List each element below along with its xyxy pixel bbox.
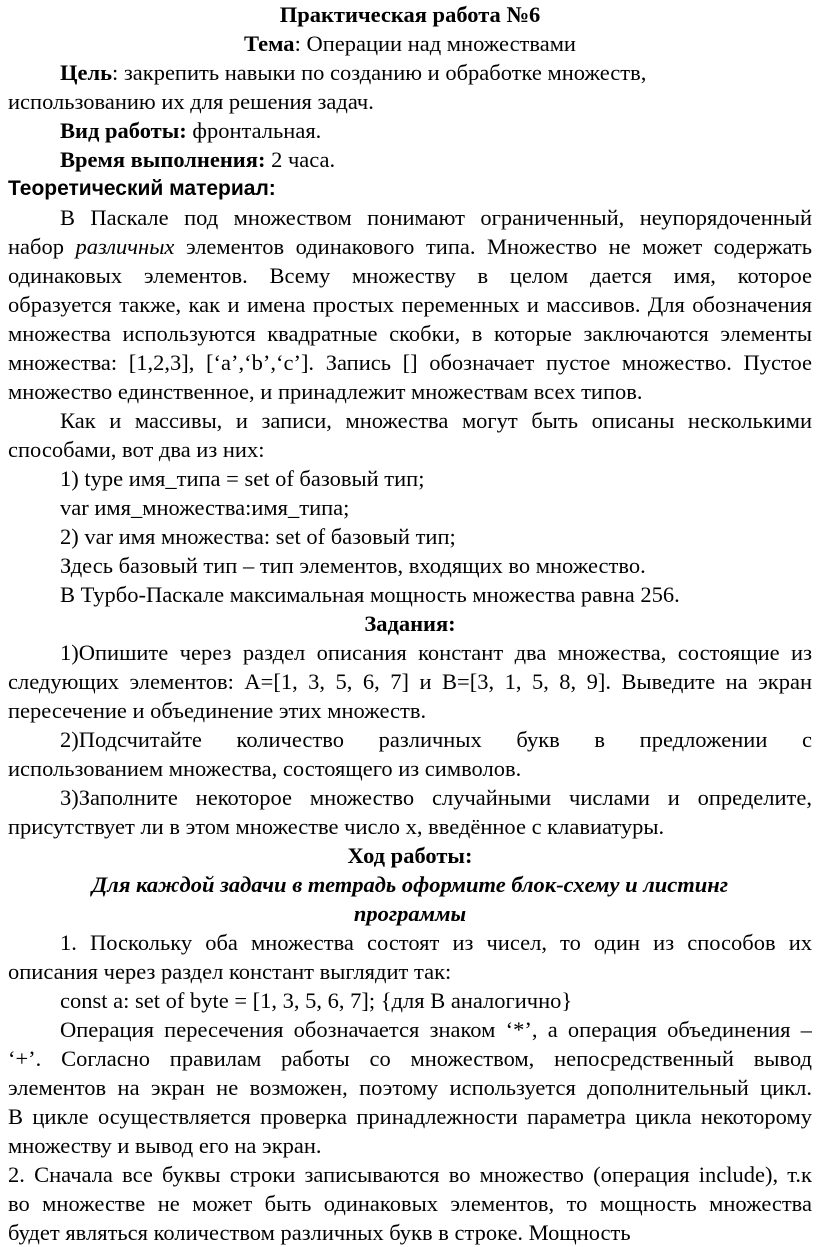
theory-paragraph-line: множества: [1,2,3], [‘a’,‘b’,‘c’]. Запись [] обозначает пустое множество. Пустое (8, 350, 812, 375)
progress-line: описания через раздел констант выглядит так: (8, 959, 452, 984)
code-line: const a: set of byte = [1, 3, 5, 6, 7]; {для B аналогично} (60, 988, 573, 1013)
theory-paragraph-line: Как и массивы, и записи, множества могут быть описаны несколькими (60, 408, 812, 433)
task-line: 3)Заполните некоторое множество случайными числами и определите, (60, 785, 812, 810)
instruction-line: программы (353, 901, 467, 926)
code-line: var имя_множества:имя_типа; (60, 495, 350, 520)
theory-heading: Теоретический материал: (8, 177, 276, 200)
code-line: 1) type имя_типа = set of базовый тип; (60, 466, 425, 491)
task-line: следующих элементов: A=[1, 3, 5, 6, 7] и B=[3, 1, 5, 8, 9]. Выведите на экран (8, 669, 812, 694)
task-line: 1)Опишите через раздел описания констант два множества, состоящие из (60, 640, 812, 665)
topic-line: Тема: Операции над множествами (244, 31, 576, 56)
theory-paragraph-line: способами, вот два из них: (8, 437, 265, 462)
task-line: пересечение и объединение этих множеств. (8, 698, 427, 723)
progress-heading: Ход работы: (347, 843, 473, 868)
theory-paragraph-line: В Паскале под множеством понимают ограниченный, неупорядоченный (60, 205, 812, 230)
task-line: 2)Подсчитайте количество различных букв в предложении с (60, 727, 812, 752)
progress-line: Операция пересечения обозначается знаком ‘*’, а операция объединения – (60, 1017, 812, 1042)
progress-line: ‘+’. Согласно правилам работы со множеством, непосредственный вывод (8, 1046, 812, 1071)
page-title: Практическая работа №6 (279, 2, 541, 27)
progress-line: во множестве не может быть одинаковых элементов, то мощность множества (8, 1191, 812, 1216)
theory-paragraph-line: образуется также, как и имена простых переменных и массивов. Для обозначения (8, 292, 812, 317)
progress-line: будет являться количеством различных букв в строке. Мощность (8, 1220, 631, 1245)
progress-line: элементов на экран не возможен, поэтому используется дополнительный цикл. (8, 1075, 812, 1100)
theory-paragraph-line: одинаковых элементов. Всему множеству в целом дается имя, которое (8, 263, 812, 288)
duration-line: Время выполнения: 2 часа. (60, 147, 336, 172)
theory-paragraph-line: множества используются квадратные скобки, в которые заключаются элементы (8, 321, 812, 346)
note-line: В Турбо-Паскале максимальная мощность множества равна 256. (60, 582, 680, 607)
note-line: Здесь базовый тип – тип элементов, входящих во множество. (60, 553, 646, 578)
progress-line: множеству и вывод его на экран. (8, 1133, 322, 1158)
theory-paragraph-line: набор различных элементов одинакового типа. Множество не может содержать (8, 234, 812, 259)
goal-line-continued: использованию их для решения задач. (8, 89, 374, 114)
code-line: 2) var имя множества: set of базовый тип; (60, 524, 456, 549)
work-type-line: Вид работы: фронтальная. (60, 118, 322, 143)
progress-line: 2. Сначала все буквы строки записываются во множество (операция include), т.к (8, 1162, 812, 1187)
theory-paragraph-line: множество единственное, и принадлежит множествам всех типов. (8, 379, 643, 404)
goal-line: Цель: закрепить навыки по созданию и обработке множеств, (60, 60, 647, 85)
tasks-heading: Задания: (364, 611, 456, 636)
task-line: присутствует ли в этом множестве число x, введённое с клавиатуры. (8, 814, 665, 839)
progress-line: В цикле осуществляется проверка принадлежности параметра цикла некоторому (8, 1104, 812, 1129)
progress-line: 1. Поскольку оба множества состоят из чисел, то один из способов их (60, 930, 812, 955)
instruction-line: Для каждой задачи в тетрадь оформите блок-схему и листинг (91, 872, 729, 897)
task-line: использованием множества, состоящего из символов. (8, 756, 522, 781)
